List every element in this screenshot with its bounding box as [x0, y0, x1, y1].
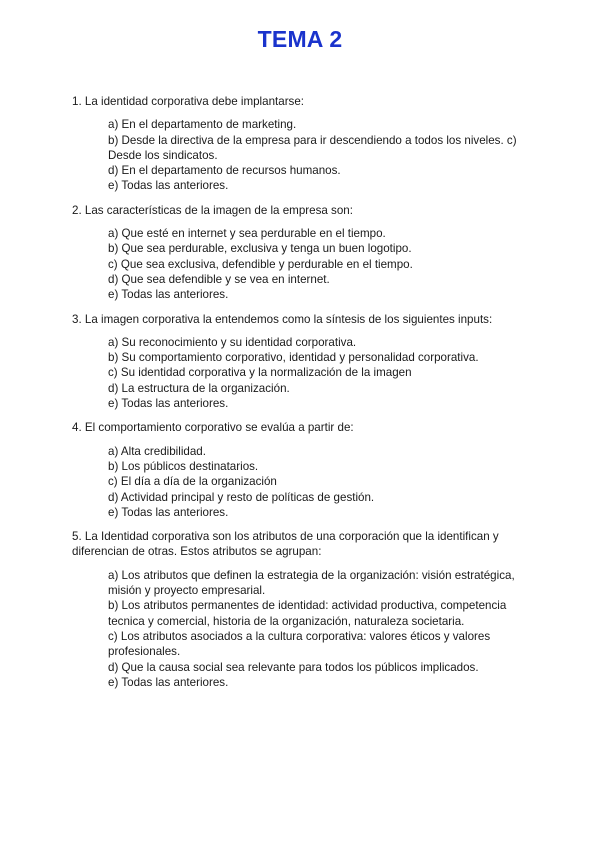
option-d: d) La estructura de la organización.	[108, 381, 290, 395]
option-c: c) Que sea exclusiva, defendible y perdurable en el tiempo.	[108, 257, 413, 271]
option-a: a) Su reconocimiento y su identidad corporativa.	[108, 335, 357, 349]
option-b: b) Su comportamiento corporativo, identidad y personalidad corporativa.	[108, 351, 479, 365]
option-d: d) Actividad principal y resto de políticas de gestión.	[108, 490, 375, 504]
option-e: e) Todas las anteriores.	[108, 397, 229, 411]
options-list	[108, 568, 542, 690]
option-c: c) Su identidad corporativa y la normalización de la imagen	[108, 366, 412, 380]
question-5	[72, 529, 542, 690]
option-d: d) Que sea defendible y se vea en internet.	[108, 272, 330, 286]
option-b-c: b) Desde la directiva de la empresa para ir descendiendo a todos los niveles. c) Desde los sindicatos.	[108, 133, 517, 162]
options-list	[108, 117, 542, 193]
question-1	[72, 94, 542, 194]
option-d: d) Que la causa social sea relevante para todos los públicos implicados.	[108, 660, 479, 674]
question-text: 1. La identidad corporativa debe implantarse:	[72, 95, 305, 108]
option-a: a) Los atributos que definen la estrategia de la organización: visión estratégica, misión y proyecto empresarial.	[108, 568, 515, 598]
options-list	[108, 335, 542, 411]
option-c: c) Los atributos asociados a la cultura corporativa: valores éticos y valores profesionales.	[108, 629, 491, 659]
question-2	[72, 203, 542, 303]
question-4	[72, 420, 542, 520]
question-text: 3. La imagen corporativa la entendemos como la síntesis de los siguientes inputs:	[72, 312, 493, 326]
option-e: e) Todas las anteriores.	[108, 505, 229, 519]
option-e: e) Todas las anteriores.	[108, 675, 229, 689]
option-b: b) Los públicos destinatarios.	[108, 459, 259, 473]
option-a: a) Alta credibilidad.	[108, 444, 206, 458]
question-3	[72, 312, 542, 412]
option-a: a) Que esté en internet y sea perdurable en el tiempo.	[108, 227, 386, 241]
question-text: 4. El comportamiento corporativo se evalúa a partir de:	[72, 421, 354, 435]
page-title: TEMA 2	[257, 26, 343, 52]
option-c: c) El día a día de la organización	[108, 475, 277, 489]
question-list	[72, 94, 542, 699]
question-text: 5. La Identidad corporativa son los atributos de una corporación que la identifican y diferencian de otras. Estos atributos se agrupan:	[72, 530, 499, 559]
option-b: b) Los atributos permanentes de identidad: actividad productiva, competencia tecnica y comercial, historia de la organización, naturaleza societaria.	[108, 599, 507, 628]
option-b: b) Que sea perdurable, exclusiva y tenga un buen logotipo.	[108, 242, 412, 256]
options-list	[108, 226, 542, 302]
option-e: e) Todas las anteriores.	[108, 288, 229, 302]
question-text: 2. Las características de la imagen de la empresa son:	[72, 203, 353, 217]
option-d: d) En el departamento de recursos humanos.	[108, 164, 341, 178]
option-e: e) Todas las anteriores.	[108, 179, 229, 193]
option-a: a) En el departamento de marketing.	[108, 118, 297, 132]
options-list	[108, 444, 542, 520]
